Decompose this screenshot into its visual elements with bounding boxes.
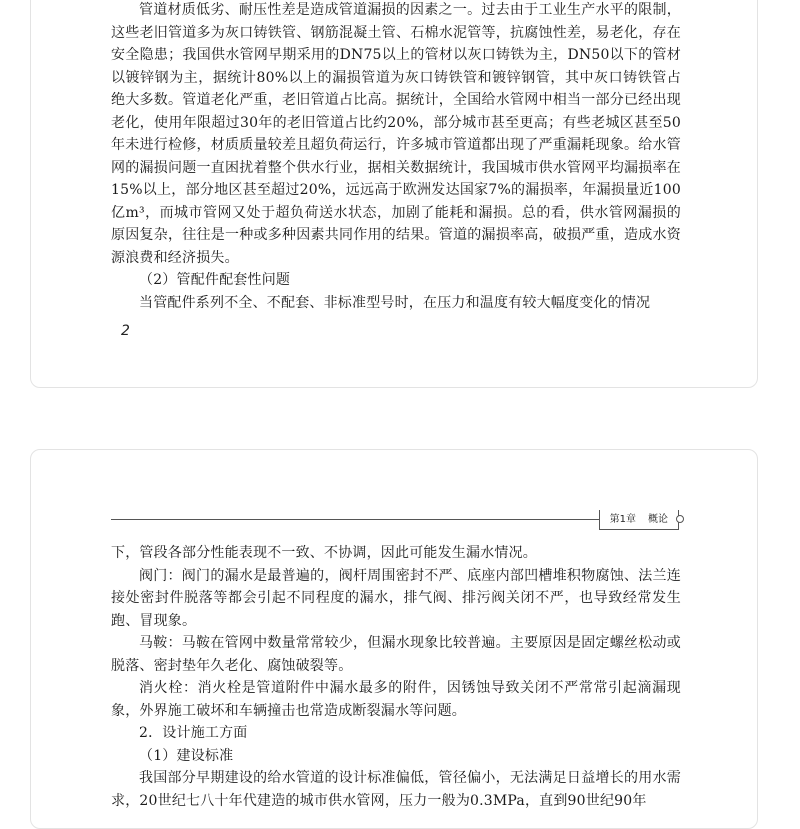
document-page-2: [30, 449, 758, 829]
paragraph: 我国部分早期建设的给水管道的设计标准偏低，管径偏小，无法满足日益增长的用水需求，20世纪七八十年代建造的城市供水管网，压力一般为0.3MPa，直到90世纪90年: [111, 770, 681, 809]
paragraph: 消火栓：消火栓是管道附件中漏水最多的附件，因锈蚀导致关闭不严常常引起滴漏现象，外界施工破坏和车辆撞击也常造成断裂漏水等问题。: [111, 680, 681, 719]
header-dot-icon: [676, 515, 684, 523]
page-1-body: [111, 0, 681, 314]
paragraph: 管道材质低劣、耐压性差是造成管道漏损的因素之一。过去由于工业生产水平的限制，这些老旧管道多为灰口铸铁管、钢筋混凝土管、石棉水泥管等，抗腐蚀性差，易老化，存在安全隐患；我国供水管网早期采用的DN75以上的管材以灰口铸铁为主，DN50以下的管材以镀锌钢为主，据统计80%以上的漏损管道为灰口铸铁管和镀锌钢管，其中灰口铸铁管占绝大多数。管道老化严重，老旧管道占比高。据统计，全国给水管网中相当一部分已经出现老化，使用年限超过30年的老旧管道占比约20%，部分城市甚至更高；有些老城区甚至50年未进行检修，材质质量较差且超负荷运行，许多城市管道都出现了严重漏耗现象。给水管网的漏损问题一直困扰着整个供水行业，据相关数据统计，我国城市供水管网平均漏损率在15%以上，部分地区甚至超过20%，远远高于欧洲发达国家7%的漏损率，年漏损量近100亿m³，而城市管网又处于超负荷送水状态，加剧了能耗和漏损。总的看，供水管网漏损的原因复杂，往往是一种或多种因素共同作用的结果。管道的漏损率高，破损严重，造成水资源浪费和经济损失。: [111, 2, 681, 266]
subsection-heading: （1）建设标准: [139, 747, 234, 764]
running-header: [111, 510, 683, 534]
page-2-body: [111, 542, 681, 812]
section-heading: 2．设计施工方面: [139, 725, 248, 741]
header-rule: [111, 519, 683, 520]
chapter-number: 第1章: [609, 514, 636, 525]
paragraph: 阀门：阀门的漏水是最普遍的，阀杆周围密封不严、底座内部凹槽堆积物腐蚀、法兰连接处密封件脱落等都会引起不同程度的漏水，排气阀、排污阀关闭不严，也导致经常发生跑、冒现象。: [111, 567, 681, 629]
chapter-title: 概论: [648, 514, 668, 525]
document-page-1: [30, 0, 758, 388]
paragraph: 马鞍：马鞍在管网中数量常常较少，但漏水现象比较普遍。主要原因是固定螺丝松动或脱落、密封垫年久老化、腐蚀破裂等。: [111, 635, 681, 674]
page-number: 2: [121, 323, 130, 339]
chapter-label: [599, 510, 679, 530]
paragraph: 当管配件系列不全、不配套、非标准型号时，在压力和温度有较大幅度变化的情况: [139, 294, 651, 311]
paragraph: 下，管段各部分性能表现不一致、不协调，因此可能发生漏水情况。: [111, 545, 537, 561]
subsection-heading: （2）管配件配套性问题: [139, 272, 291, 288]
